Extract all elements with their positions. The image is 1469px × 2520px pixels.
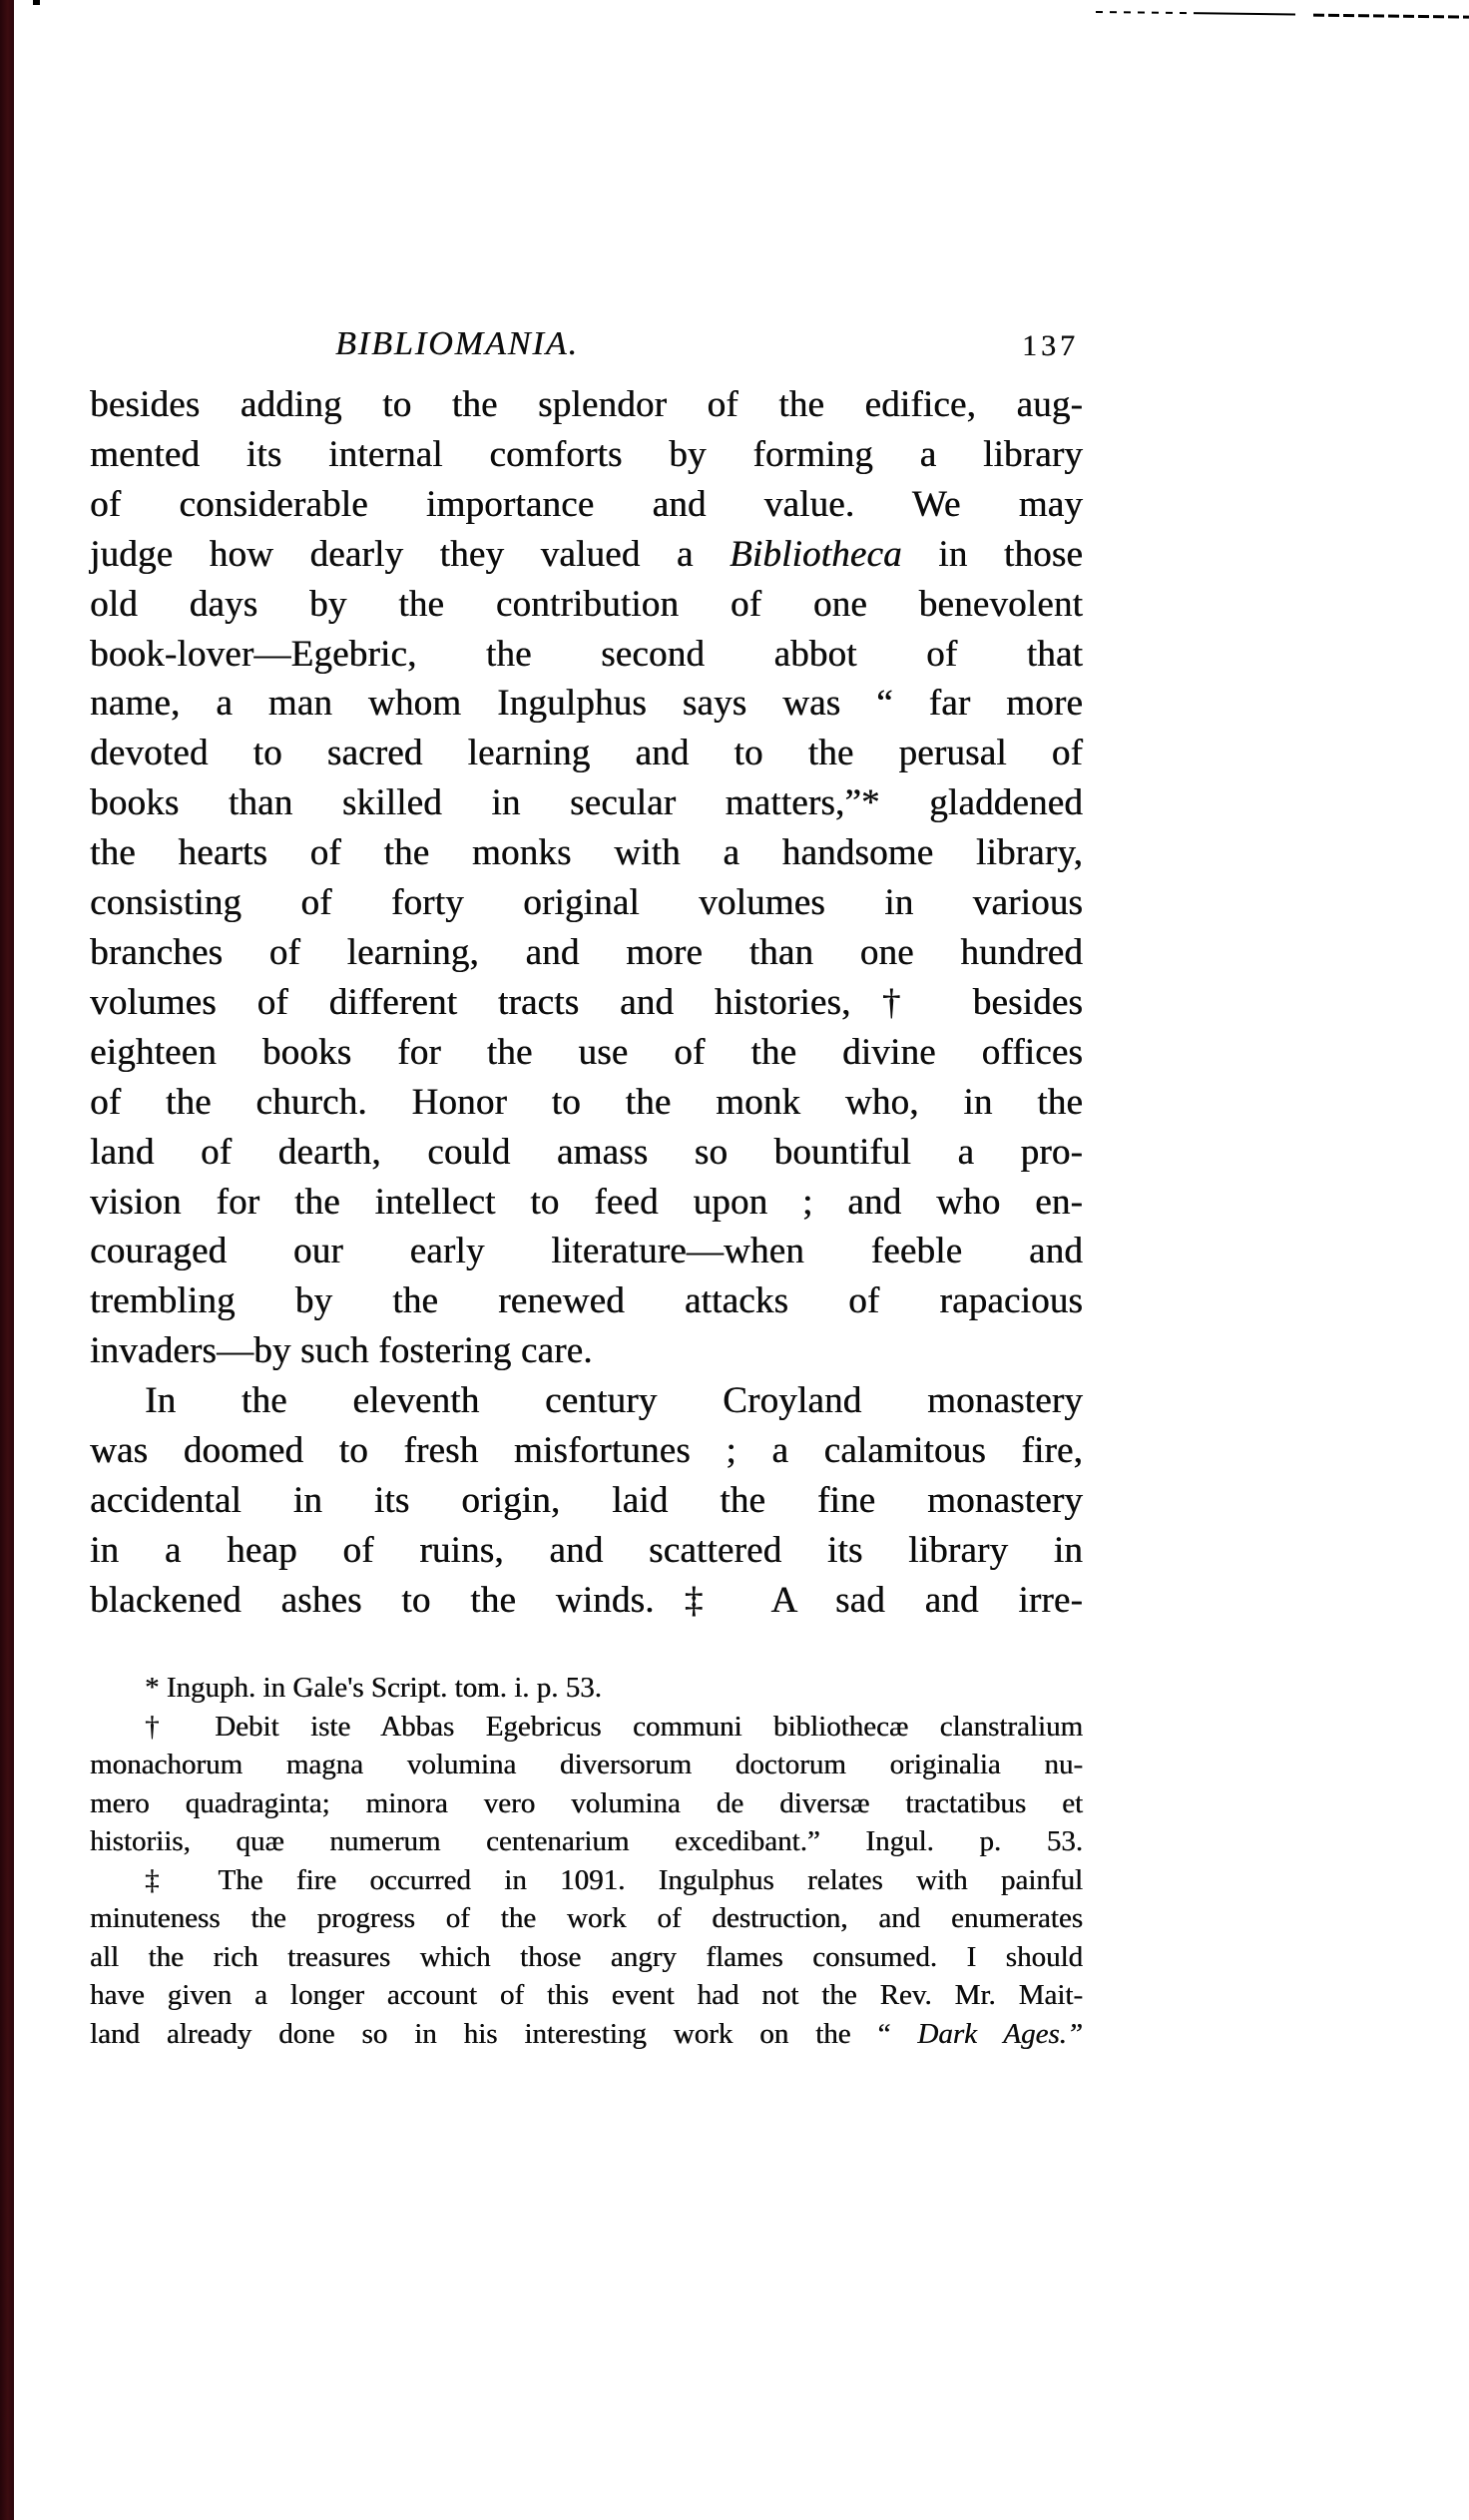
text-segment: accidental in its origin, laid the fine monastery xyxy=(90,1479,1083,1521)
footnotes-block xyxy=(90,1669,1083,2053)
footnote-line xyxy=(90,2015,1083,2054)
text-segment: have given a longer account of this event had not the Rev. Mr. Mait- xyxy=(90,1979,1083,2011)
text-segment: the hearts of the monks with a handsome library, xyxy=(90,832,1083,874)
body-text-line xyxy=(90,1178,1083,1228)
footnote-line xyxy=(90,1669,1083,1708)
body-text-line xyxy=(90,978,1083,1028)
footnote-line xyxy=(90,1708,1083,1747)
text-segment: eighteen books for the use of the divine offices xyxy=(90,1031,1083,1073)
running-head-title: BIBLIOMANIA. xyxy=(335,325,580,362)
text-segment: trembling by the renewed attacks of rapacious xyxy=(90,1280,1083,1322)
text-segment: was doomed to fresh misfortunes ; a calamitous fire, xyxy=(90,1430,1083,1472)
text-segment: In the eleventh century Croyland monastery xyxy=(145,1380,1083,1422)
text-segment: couraged our early literature—when feeble and xyxy=(90,1231,1083,1272)
footnote-line xyxy=(90,1746,1083,1784)
text-segment: mented its internal comforts by forming a library xyxy=(90,433,1083,475)
scan-artifact-dash-segment xyxy=(1313,14,1469,19)
body-text-line xyxy=(90,480,1083,530)
text-segment: ‡ The fire occurred in 1091. Ingulphus relates with painful xyxy=(145,1863,1083,1896)
scan-artifact-line xyxy=(1096,11,1469,20)
text-segment: blackened ashes to the winds.‡ A sad and irre- xyxy=(90,1579,1083,1621)
footnote-line xyxy=(90,1976,1083,2015)
text-segment: of the church. Honor to the monk who, in the xyxy=(90,1081,1083,1123)
body-text-line xyxy=(90,1526,1083,1576)
body-text-block xyxy=(90,380,1083,1626)
text-segment: books than skilled in secular matters,”* gladdened xyxy=(90,782,1083,824)
body-text-line xyxy=(90,828,1083,878)
body-text-line xyxy=(90,630,1083,680)
body-text-line xyxy=(90,1576,1083,1626)
footnote-line xyxy=(90,1784,1083,1823)
italic-text-segment: Bibliotheca xyxy=(729,533,902,575)
body-text-line xyxy=(90,1028,1083,1078)
body-text-line xyxy=(90,878,1083,928)
text-segment: vision for the intellect to feed upon ; and who en- xyxy=(90,1181,1083,1223)
body-text-line xyxy=(90,530,1083,580)
scan-artifact-solid-segment xyxy=(1201,12,1295,15)
scan-artifact-dash-segment xyxy=(1096,11,1201,14)
body-text-line xyxy=(90,580,1083,630)
body-text-line xyxy=(90,1276,1083,1326)
body-text-line xyxy=(90,928,1083,978)
text-segment: old days by the contribution of one benevolent xyxy=(90,583,1083,625)
text-segment: name, a man whom Ingulphus says was “ far more xyxy=(90,683,1083,725)
italic-text-segment: Dark Ages.” xyxy=(917,2017,1083,2050)
text-segment: branches of learning, and more than one hundred xyxy=(90,931,1083,973)
text-segment: land already done so in his interesting work on the “ xyxy=(90,2017,918,2050)
text-segment: consisting of forty original volumes in various xyxy=(90,882,1083,924)
body-text-line xyxy=(90,1376,1083,1426)
body-text-line xyxy=(90,778,1083,828)
body-text-line xyxy=(90,380,1083,430)
text-segment: * Inguph. in Gale's Script. tom. i. p. 53. xyxy=(145,1672,602,1704)
scan-artifact-gap xyxy=(1295,13,1313,15)
text-segment: historiis, quæ numerum centenarium excedibant.” Ingul. p. 53. xyxy=(90,1825,1083,1857)
text-segment: monachorum magna volumina diversorum doctorum originalia nu- xyxy=(90,1749,1083,1780)
text-segment: minuteness the progress of the work of destruction, and enumerates xyxy=(90,1902,1083,1934)
scan-speck xyxy=(33,0,40,5)
footnote-line xyxy=(90,1938,1083,1977)
text-segment: devoted to sacred learning and to the perusal of xyxy=(90,733,1083,774)
body-text-line xyxy=(90,1326,1083,1376)
body-text-line xyxy=(90,1426,1083,1476)
body-text-line xyxy=(90,679,1083,729)
text-segment: book-lover—Egebric, the second abbot of that xyxy=(90,633,1083,675)
text-segment: in those xyxy=(901,533,1083,575)
body-text-line xyxy=(90,1078,1083,1128)
text-segment: † Debit iste Abbas Egebricus communi bibliothecæ clanstralium xyxy=(145,1710,1083,1743)
text-segment: invaders—by such fostering care. xyxy=(90,1330,593,1372)
body-text-line xyxy=(90,729,1083,778)
footnote-line xyxy=(90,1822,1083,1861)
text-segment: volumes of different tracts and histories,† besides xyxy=(90,981,1083,1023)
footnote-line xyxy=(90,1899,1083,1938)
text-segment: mero quadraginta; minora vero volumina de diversæ tractatibus et xyxy=(90,1786,1083,1819)
body-text-line xyxy=(90,430,1083,480)
text-segment: judge how dearly they valued a xyxy=(90,533,730,575)
page-number: 137 xyxy=(1022,329,1079,362)
body-text-line xyxy=(90,1476,1083,1526)
footnote-line xyxy=(90,1861,1083,1900)
text-segment: land of dearth, could amass so bountiful a pro- xyxy=(90,1131,1083,1173)
text-segment: all the rich treasures which those angry flames consumed. I should xyxy=(90,1940,1083,1973)
body-text-line xyxy=(90,1227,1083,1276)
text-segment: of considerable importance and value. We may xyxy=(90,483,1083,525)
book-spine-strip xyxy=(0,0,14,2520)
text-segment: in a heap of ruins, and scattered its library in xyxy=(90,1529,1083,1571)
text-segment: besides adding to the splendor of the edifice, aug- xyxy=(90,384,1083,425)
body-text-line xyxy=(90,1128,1083,1178)
